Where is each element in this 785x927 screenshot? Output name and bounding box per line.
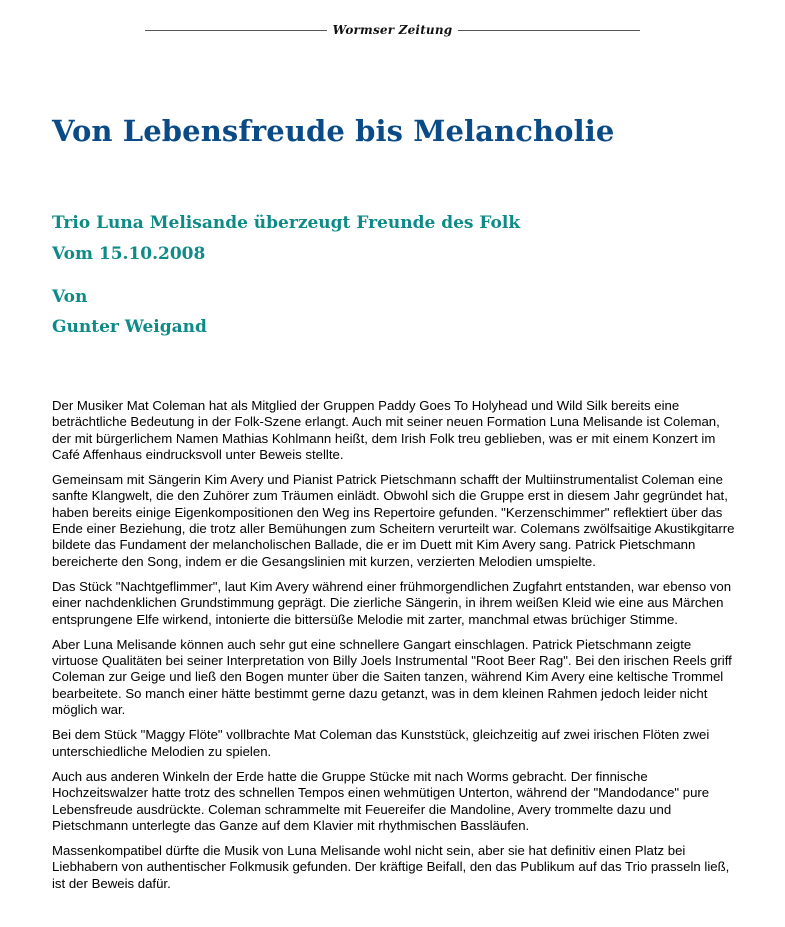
article-paragraph: Gemeinsam mit Sängerin Kim Avery und Pianist Patrick Pietschmann schafft der Multiinstrumentalist Coleman eine sanfte Klangwelt, die den Zuhörer zum Träumen einlädt. Obwohl sich die Gruppe erst in diesem Jahr gegründet hat, haben bereits einige Eigenkompositionen den Weg ins Repertoire gefunden. "Kerzenschimmer" reflektiert über das Ende einer Beziehung, die trotz aller Bemühungen zum Scheitern verurteilt war. Colemans zwölfsaitige Akustikgitarre bildete das Fundament der melancholischen Ballade, die er im Duett mit Kim Avery sang. Patrick Pietschmann bereicherte den Song, indem er die Gesangslinien mit kurzen, verzierten Melodien umspielte.	[52, 472, 735, 569]
article-paragraph: Massenkompatibel dürfte die Musik von Luna Melisande wohl nicht sein, aber sie hat definitiv einen Platz bei Liebhabern von authentischer Folkmusik gefunden. Der kräftige Beifall, den das Publikum auf das Trio prasseln ließ, ist der Beweis dafür.	[52, 843, 730, 891]
article-body	[52, 398, 737, 901]
masthead-rule-left	[145, 30, 327, 31]
article-date: Vom 15.10.2008	[52, 244, 206, 264]
article-paragraph: Auch aus anderen Winkeln der Erde hatte die Gruppe Stücke mit nach Worms gebracht. Der finnische Hochzeitswalzer hatte trotz des schnellen Tempos einen wehmütigen Unterton, während der "Mandodance" pure Lebensfreude ausdrückte. Coleman schrammelte mit Feuereifer die Mandoline, Avery trommelte dazu und Pietschmann unterlegte das Ganze auf dem Klavier mit rhythmischen Bassläufen.	[52, 768, 710, 833]
masthead-rule-right	[458, 30, 640, 31]
newspaper-logo: Wormser Zeitung	[332, 23, 453, 37]
article-paragraph: Der Musiker Mat Coleman hat als Mitglied der Gruppen Paddy Goes To Holyhead und Wild Silk bereits eine beträchtliche Bedeutung in der Folk-Szene erlangt. Auch mit seiner neuen Formation Luna Melisande ist Coleman, der mit bürgerlichem Namen Mathias Kohlmann heißt, dem Irish Folk treu geblieben, was er mit einem Konzert im Café Affenhaus eindrucksvoll unter Beweis stellte.	[52, 398, 720, 462]
article-author: Gunter Weigand	[52, 317, 207, 337]
article-paragraph: Das Stück "Nachtgeflimmer", laut Kim Avery während einer frühmorgendlichen Zugfahrt entstanden, war ebenso von einer nachdenklichen Grundstimmung geprägt. Die zierliche Sängerin, in ihrem weißen Kleid wie eine aus Märchen entsprungene Elfe wirkend, intonierte die bittersüße Melodie mit zarter, manchmal etwas brüchiger Stimme.	[52, 578, 732, 627]
article-subtitle: Trio Luna Melisande überzeugt Freunde des Folk	[52, 213, 521, 233]
article-headline: Von Lebensfreude bis Melancholie	[52, 114, 615, 148]
article-paragraph: Aber Luna Melisande können auch sehr gut eine schnellere Gangart einschlagen. Patrick Pietschmann zeigte virtuose Qualitäten bei seiner Interpretation von Billy Joels Instrumental "Root Beer Rag". Bei den irischen Reels griff Coleman zur Geige und ließ den Bogen munter über die Saiten tanzen, während Kim Avery eine keltische Trommel bearbeitete. So manch einer hätte bestimmt gerne dazu getanzt, was in dem kleinen Rahmen jedoch leider nicht möglich war.	[52, 636, 732, 718]
article-paragraph: Bei dem Stück "Maggy Flöte" vollbrachte Mat Coleman das Kunststück, gleichzeitig auf zwei irischen Flöten zwei unterschiedliche Melodien zu spielen.	[52, 727, 710, 759]
byline-label: Von	[52, 287, 88, 307]
masthead	[145, 20, 640, 40]
